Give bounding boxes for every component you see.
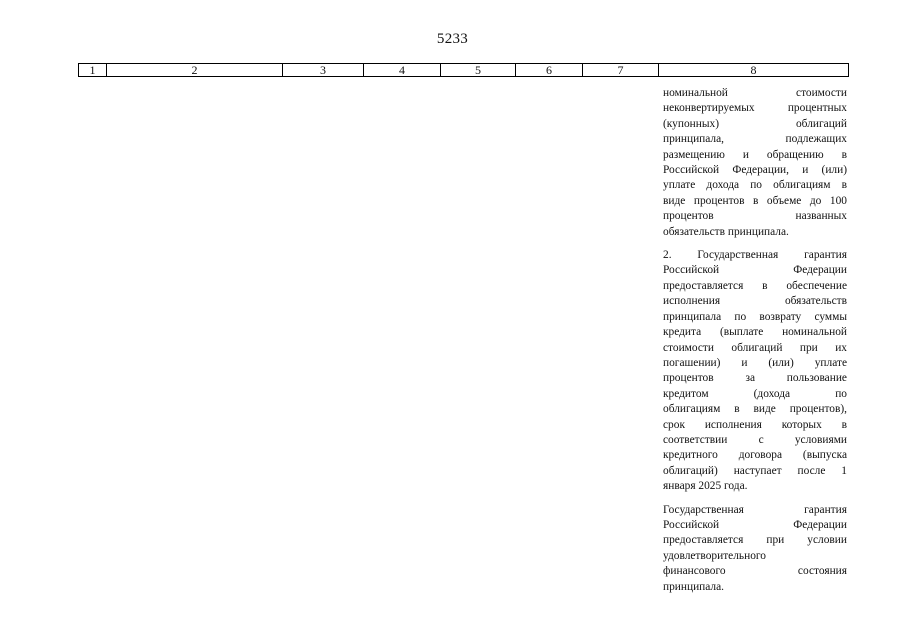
- text-line: процентов названных: [663, 210, 847, 223]
- text-line: Российской Федерации: [663, 518, 847, 531]
- text-line: удовлетворительного: [663, 549, 766, 562]
- text-line: номинальной стоимости: [663, 87, 847, 99]
- text-line: кредита (выплате номинальной: [663, 326, 847, 339]
- text-line: уплате дохода по облигациям в: [663, 179, 847, 192]
- table-header-row: [78, 63, 849, 77]
- text-line: соответствии с условиями: [663, 433, 847, 446]
- header-cell-2: 2: [106, 64, 282, 76]
- text-line: предоставляется в обеспечение: [663, 279, 847, 292]
- text-line: Российской Федерации, и (или): [663, 164, 847, 177]
- header-cell-7: 7: [582, 64, 658, 76]
- header-cell-3: 3: [282, 64, 363, 76]
- paragraph-3: [663, 503, 847, 595]
- text-line: принципала, подлежащих: [663, 133, 847, 146]
- text-line: стоимости облигаций при их: [663, 341, 847, 354]
- paragraph-1: [663, 86, 847, 240]
- column-8-text: [663, 86, 847, 603]
- header-cell-1: 1: [78, 64, 106, 76]
- header-cell-5: 5: [440, 64, 515, 76]
- paragraph-2: [663, 248, 847, 495]
- text-line: погашении) и (или) уплате: [663, 356, 847, 369]
- text-line: обязательств принципала.: [663, 225, 789, 238]
- text-line: 2. Государственная гарантия: [663, 249, 847, 262]
- header-cell-4: 4: [363, 64, 440, 76]
- text-line: финансового состояния: [663, 565, 847, 578]
- header-cell-8: 8: [658, 64, 849, 76]
- text-line: срок исполнения которых в: [663, 418, 847, 431]
- text-line: размещению и обращению в: [663, 148, 847, 161]
- text-line: принципала.: [663, 580, 725, 593]
- text-line: процентов за пользование: [663, 372, 847, 385]
- text-line: облигациям в виде процентов),: [663, 403, 847, 416]
- text-line: Российской Федерации: [663, 264, 847, 277]
- text-line: принципала по возврату суммы: [663, 310, 847, 323]
- text-line: Государственная гарантия: [663, 503, 847, 516]
- page-number: 5233: [436, 31, 469, 47]
- text-line: (купонных) облигаций: [663, 117, 847, 130]
- text-line: января 2025 года.: [663, 480, 748, 493]
- text-line: неконвертируемых процентных: [663, 102, 847, 115]
- text-line: предоставляется при условии: [663, 534, 847, 547]
- text-line: кредитного договора (выпуска: [663, 449, 847, 462]
- text-line: исполнения обязательств: [663, 295, 847, 308]
- text-line: виде процентов в объеме до 100: [663, 194, 847, 207]
- header-cell-6: 6: [515, 64, 582, 76]
- text-line: облигаций) наступает после 1: [663, 464, 847, 477]
- text-line: кредитом (дохода по: [663, 387, 847, 400]
